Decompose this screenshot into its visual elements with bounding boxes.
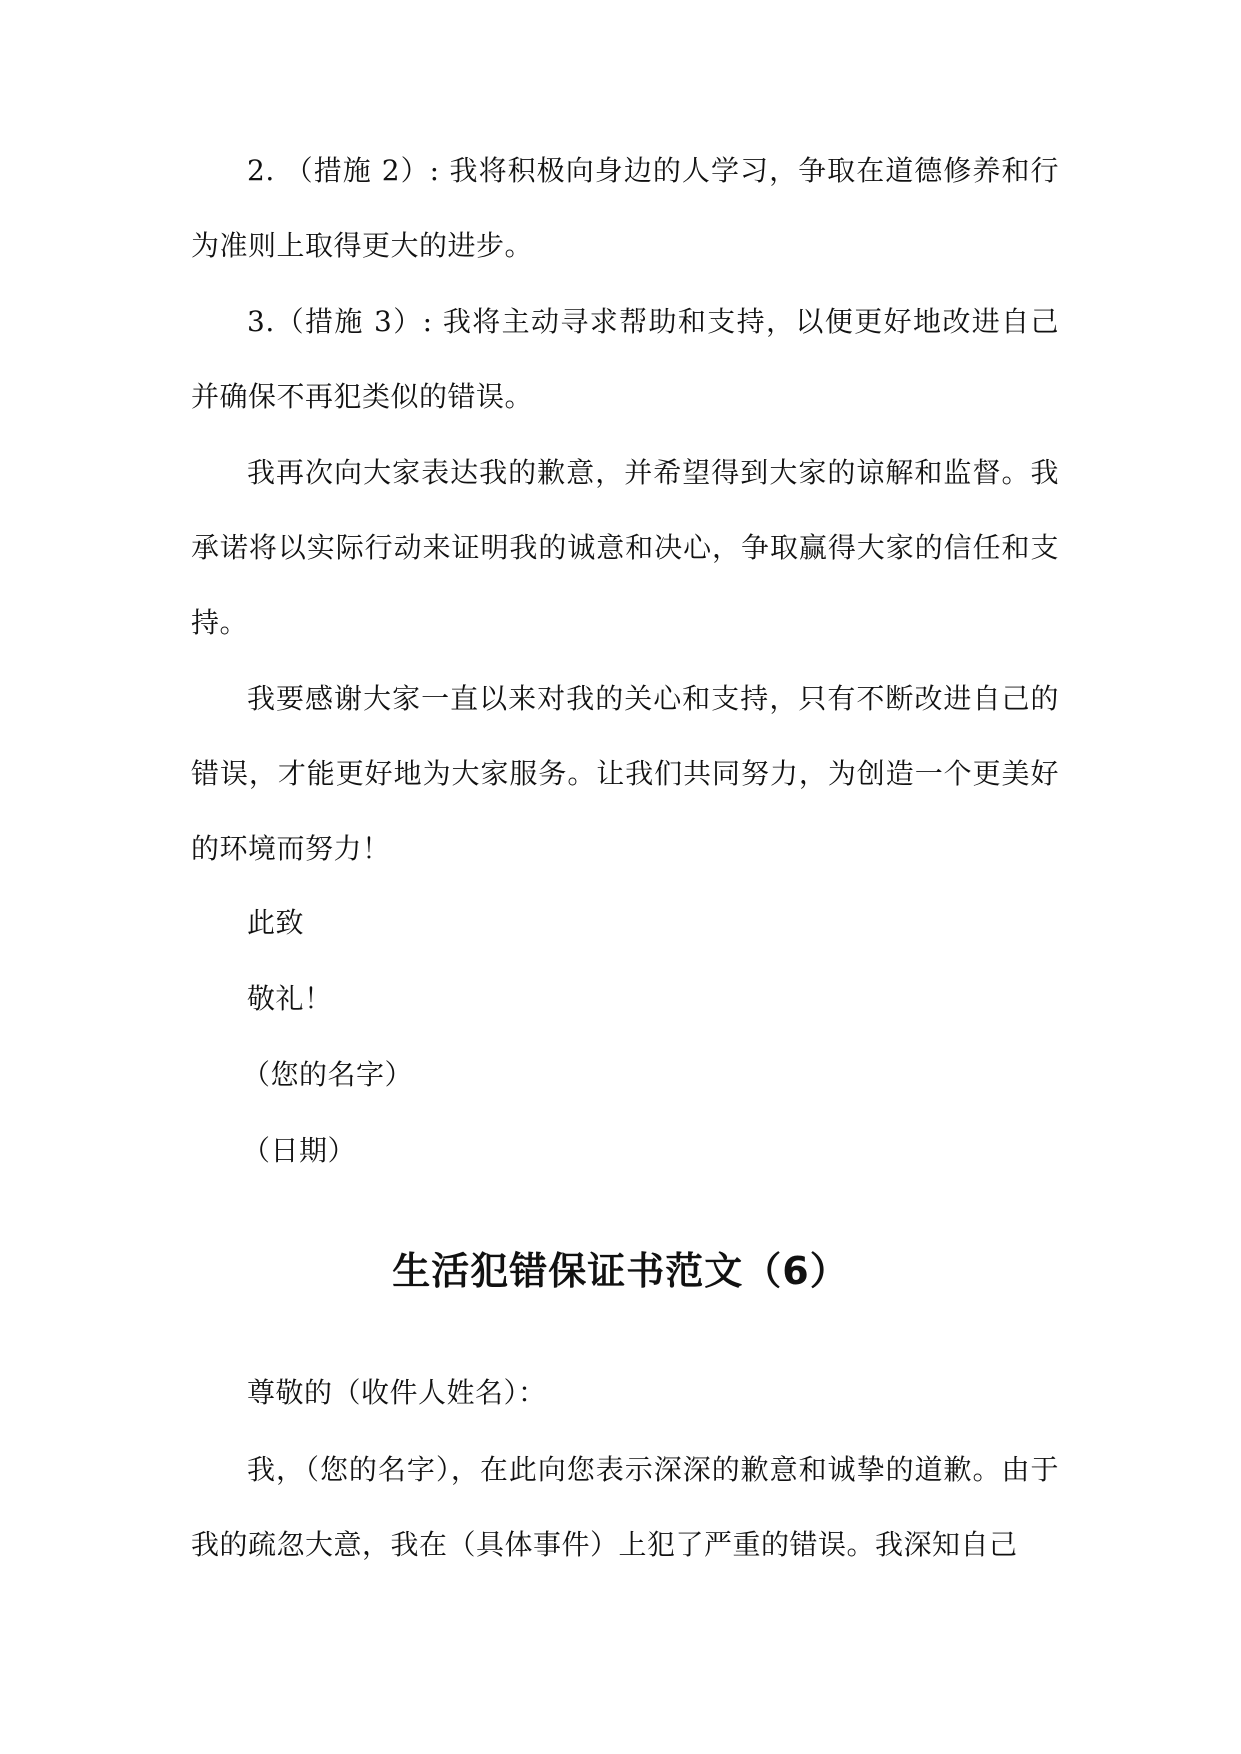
apology-paragraph: 我再次向大家表达我的歉意，并希望得到大家的谅解和监督。我承诺将以实际行动来证明我的诚意和决心，争取赢得大家的信任和支持。: [191, 456, 1059, 639]
signature-name: （您的名字）: [242, 1058, 414, 1091]
closing-salutation-line2: 敬礼！: [247, 982, 333, 1015]
measure-2-paragraph: 2. （措施 2）: 我将积极向身边的人学习，争取在道德修养和行为准则上取得更大的进步。: [191, 154, 1059, 262]
measure-3-paragraph: 3.（措施 3）: 我将主动寻求帮助和支持，以便更好地改进自己并确保不再犯类似的错误。: [191, 305, 1059, 413]
section-title: 生活犯错保证书范文（6）: [392, 1249, 849, 1293]
thanks-paragraph: 我要感谢大家一直以来对我的关心和支持，只有不断改进自己的错误，才能更好地为大家服务。让我们共同努力，为创造一个更美好的环境而努力！: [191, 682, 1059, 865]
body-paragraph: 我，（您的名字），在此向您表示深深的歉意和诚挚的道歉。由于我的疏忽大意，我在（具体事件）上犯了严重的错误。我深知自己: [191, 1453, 1059, 1561]
signature-date: （日期）: [242, 1134, 357, 1167]
closing-salutation-line1: 此致: [247, 906, 305, 939]
recipient-salutation: 尊敬的（收件人姓名）：: [247, 1376, 547, 1409]
